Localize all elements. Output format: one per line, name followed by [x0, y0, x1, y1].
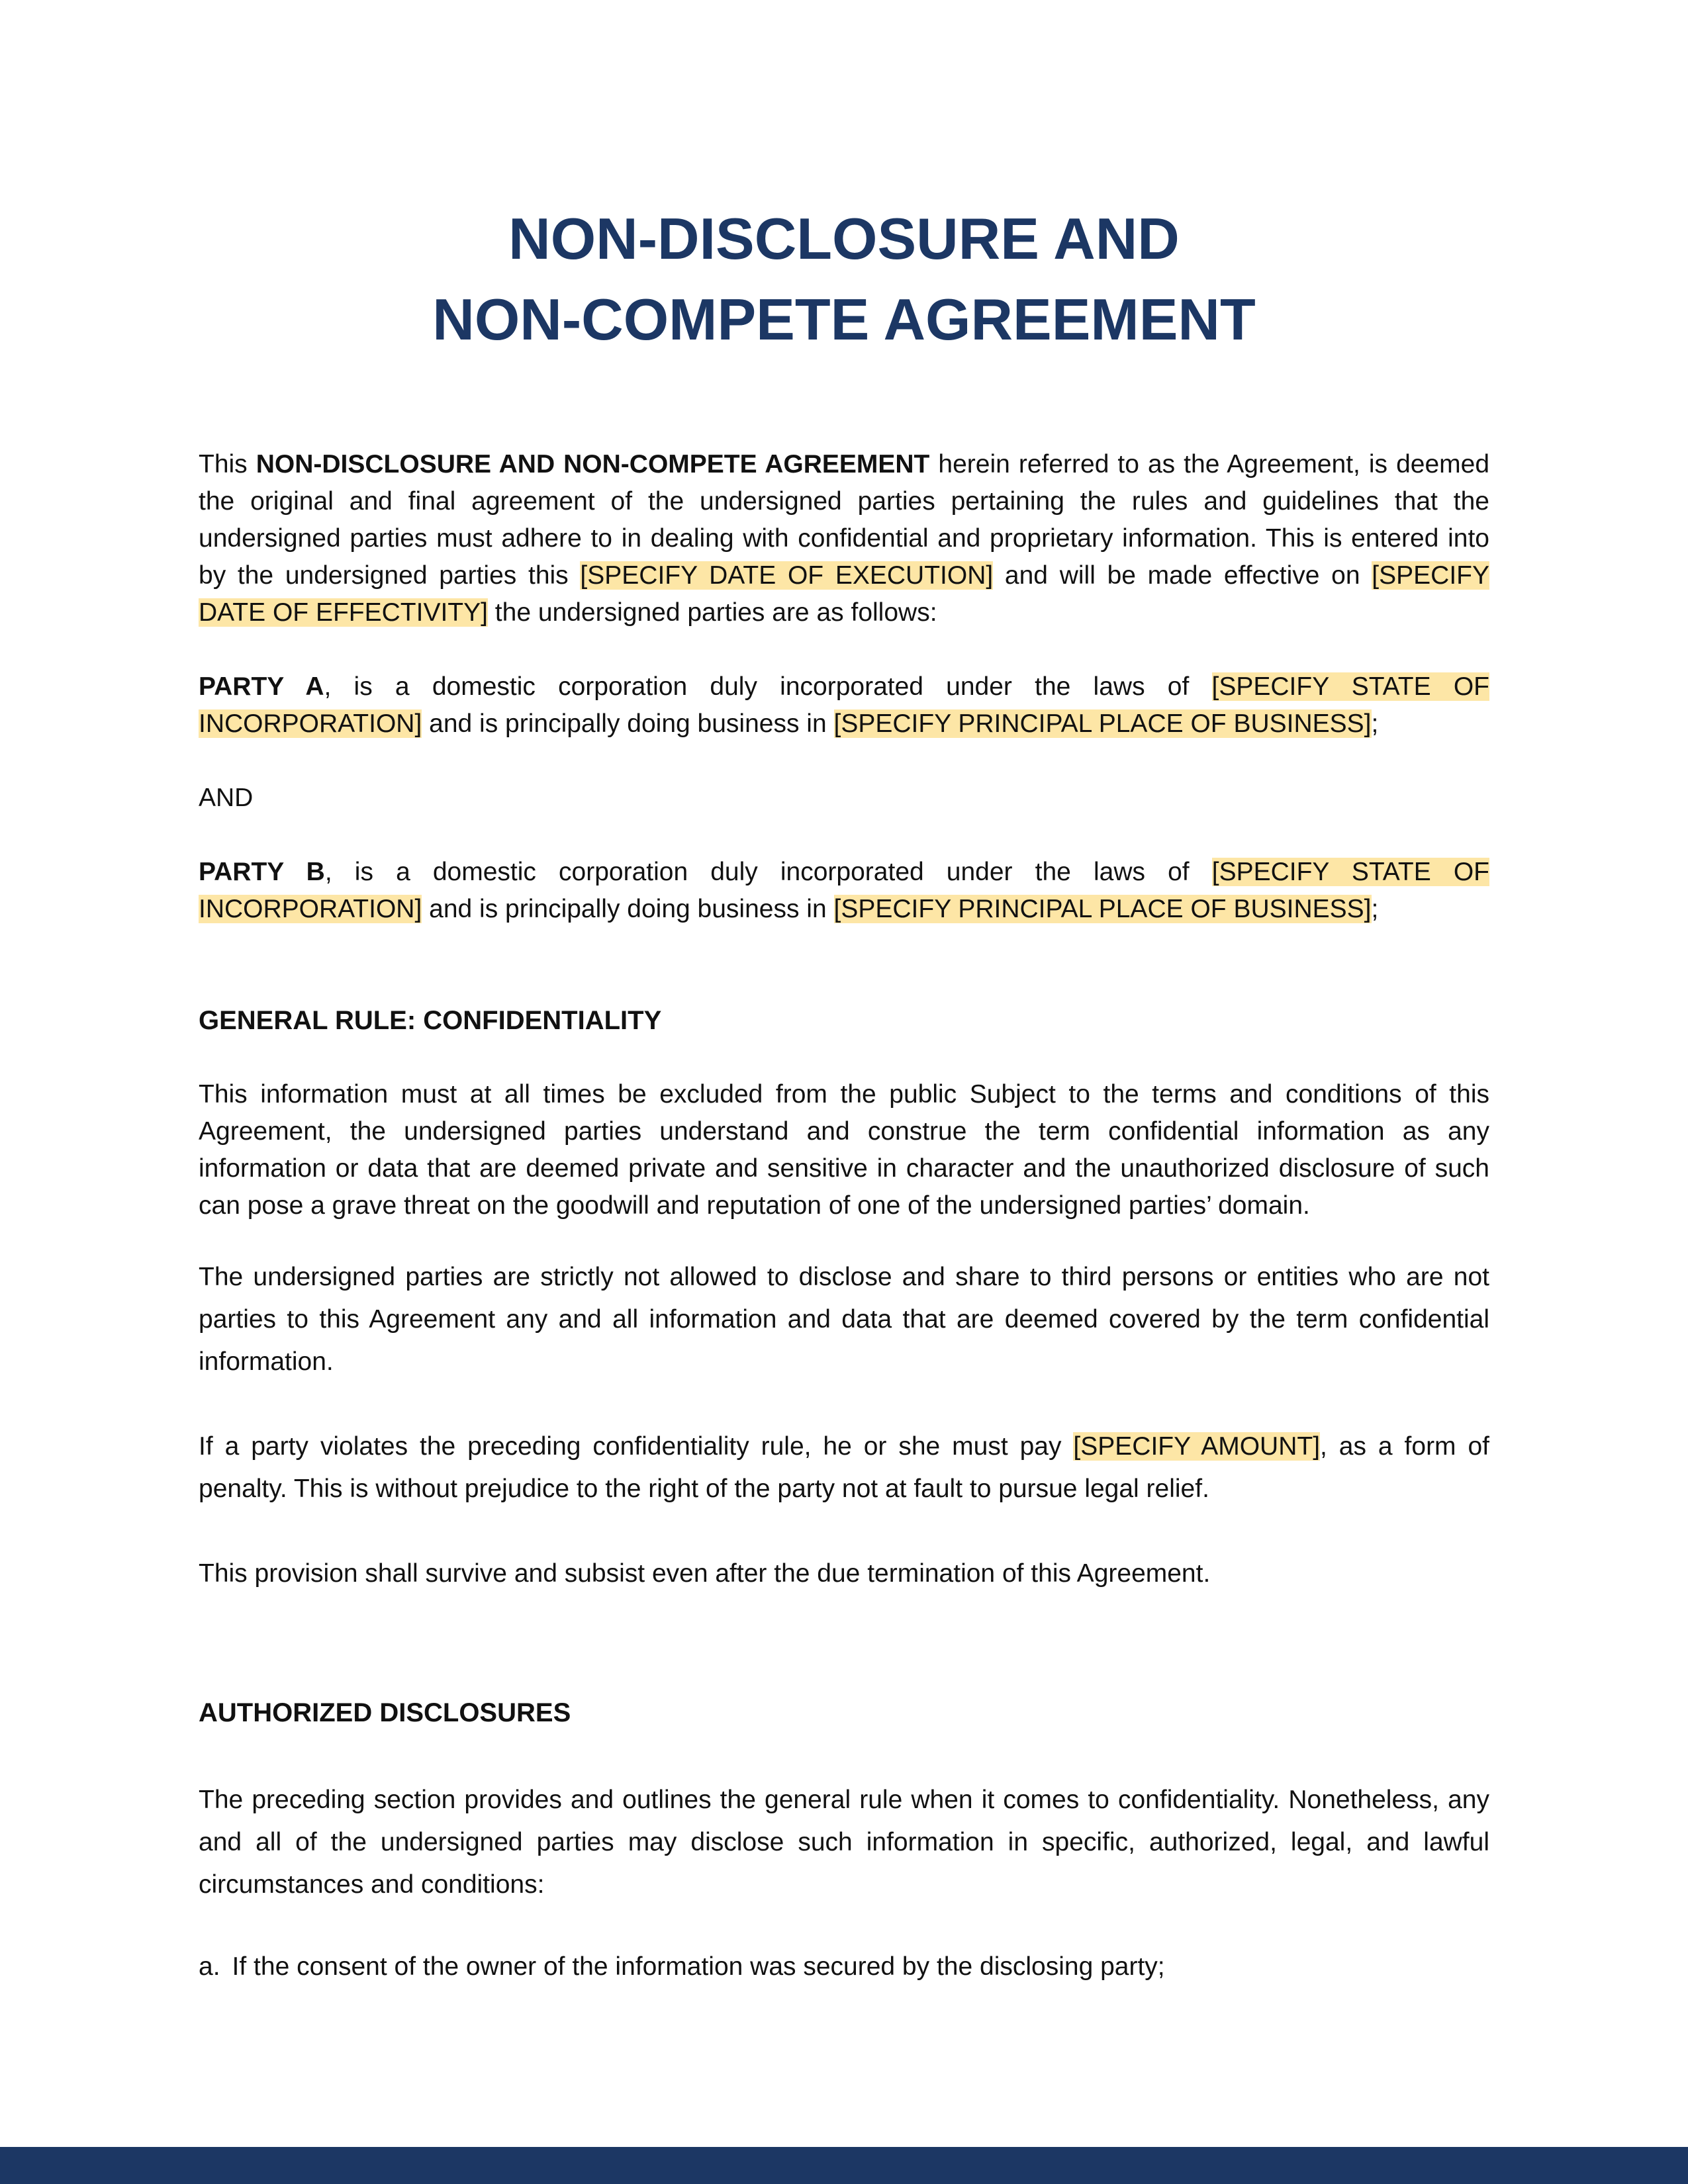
- list-item-marker: a.: [199, 1952, 220, 1981]
- placeholder-date-of-execution: [SPECIFY DATE OF EXECUTION]: [580, 561, 994, 590]
- placeholder-place-of-business-a: [SPECIFY PRINCIPAL PLACE OF BUSINESS]: [833, 709, 1372, 738]
- party-a-paragraph: PARTY A, is a domestic corporation duly incorporated under the laws of [SPECIFY STATE OF INCORPORATION] and is principally doing business in [SPECIFY PRINCIPAL PLACE OF BUSINESS];: [199, 672, 1489, 738]
- title-line-1: NON-DISCLOSURE AND: [508, 206, 1180, 271]
- confidentiality-paragraph-2: The undersigned parties are strictly not allowed to disclose and share to third persons or entities who are not parties to this Agreement any and all information and data that are deemed covered by the term confidential information.: [199, 1263, 1489, 1376]
- list-item: [199, 1948, 1489, 1985]
- agreement-name: NON-DISCLOSURE AND NON-COMPETE AGREEMENT: [256, 450, 930, 478]
- title-line-2: NON-COMPETE AGREEMENT: [432, 287, 1256, 352]
- section-heading-authorized-disclosures: AUTHORIZED DISCLOSURES: [199, 1698, 571, 1727]
- confidentiality-paragraph-1: This information must at all times be excluded from the public Subject to the terms and conditions of this Agreement, the undersigned parties understand and construe the term confidential information as any information or data that are deemed private and sensitive in character and the unauthorized disclosure of such can pose a grave threat on the goodwill and reputation of one of the undersigned parties’ domain.: [199, 1080, 1489, 1220]
- confidentiality-paragraph-3: If a party violates the preceding confidentiality rule, he or she must pay [SPECIFY AMOUNT], as a form of penalty. This is without prejudice to the right of the party not at fault to pursue legal relief.: [199, 1432, 1489, 1503]
- document-title: [199, 199, 1489, 360]
- placeholder-amount: [SPECIFY AMOUNT]: [1073, 1432, 1321, 1461]
- section-heading-confidentiality: GENERAL RULE: CONFIDENTIALITY: [199, 1006, 662, 1035]
- placeholder-state-of-incorporation-a: [SPECIFY STATE OF INCORPORATION]: [199, 672, 1489, 738]
- placeholder-place-of-business-b: [SPECIFY PRINCIPAL PLACE OF BUSINESS]: [833, 895, 1372, 923]
- party-a-name: PARTY A: [199, 672, 324, 701]
- placeholder-date-of-effectivity: [SPECIFY DATE OF EFFECTIVITY]: [199, 561, 1489, 627]
- intro-paragraph: This NON-DISCLOSURE AND NON-COMPETE AGREEMENT herein referred to as the Agreement, is deemed the original and final agreement of the undersigned parties pertaining the rules and guidelines that the undersigned parties must adhere to in dealing with confidential and proprietary information. This is entered into by the undersigned parties this [SPECIFY DATE OF EXECUTION] and will be made effective on [SPECIFY DATE OF EFFECTIVITY] the undersigned parties are as follows:: [199, 450, 1490, 627]
- and-separator: AND: [199, 784, 254, 812]
- list-item-text: If the consent of the owner of the information was secured by the disclosing party;: [232, 1952, 1165, 1981]
- party-b-paragraph: PARTY B, is a domestic corporation duly incorporated under the laws of [SPECIFY STATE OF INCORPORATION] and is principally doing business in [SPECIFY PRINCIPAL PLACE OF BUSINESS];: [199, 858, 1490, 923]
- footer-bar: [0, 2147, 1688, 2184]
- party-b-name: PARTY B: [199, 858, 325, 886]
- placeholder-state-of-incorporation-b: [SPECIFY STATE OF INCORPORATION]: [199, 858, 1490, 923]
- confidentiality-paragraph-4: This provision shall survive and subsist even after the due termination of this Agreement.: [199, 1559, 1211, 1588]
- authorized-disclosures-paragraph: The preceding section provides and outlines the general rule when it comes to confidentiality. Nonetheless, any and all of the undersigned parties may disclose such information in specific, authorized, legal, and lawful circumstances and conditions:: [199, 1786, 1489, 1899]
- document-page: [199, 199, 1489, 1985]
